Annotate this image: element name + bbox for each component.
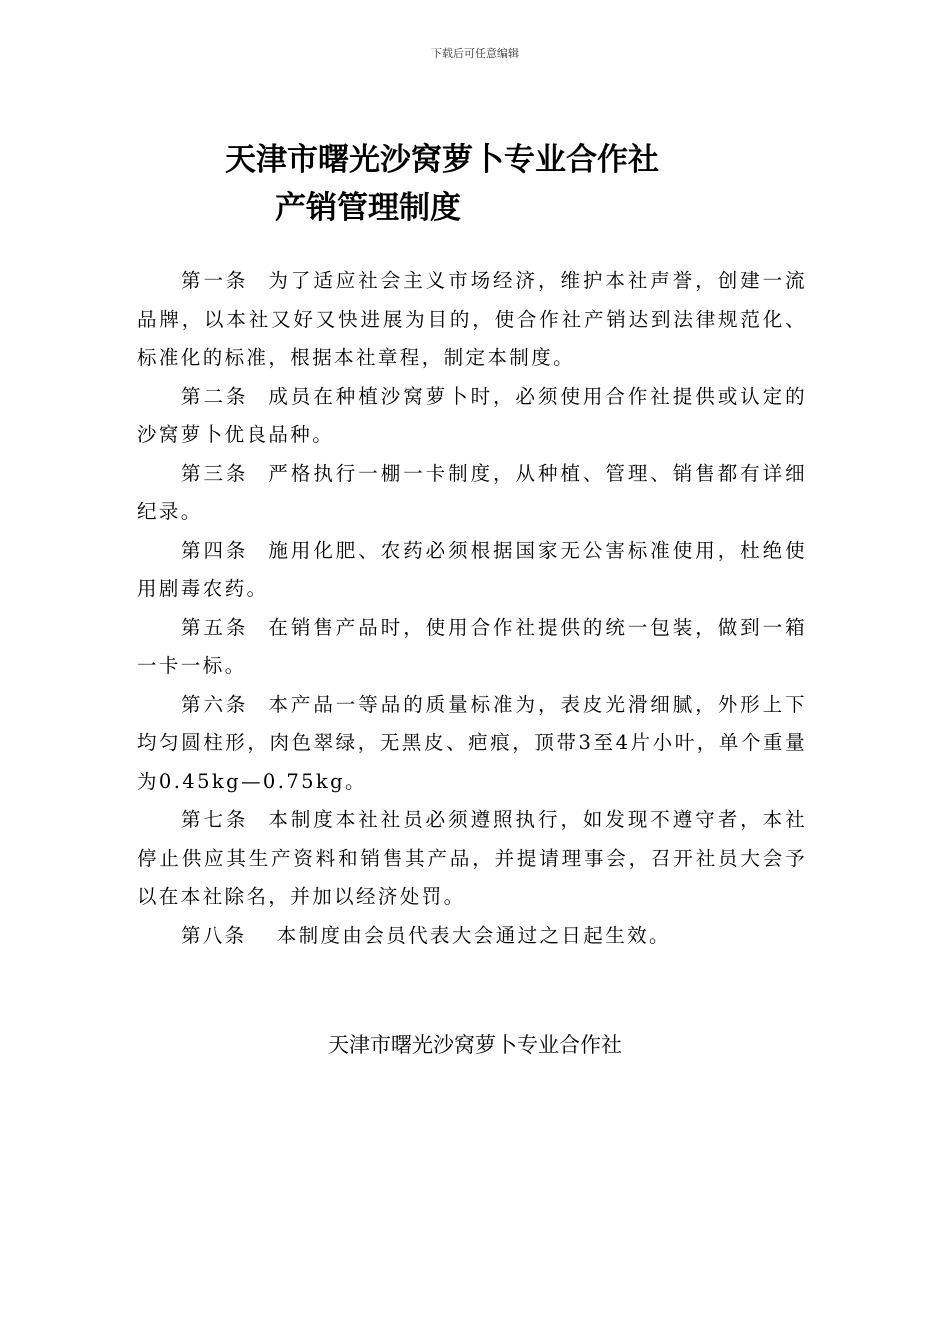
article-3 xyxy=(137,455,807,532)
article-5 xyxy=(137,609,807,686)
article-number: 第一条 xyxy=(181,269,249,292)
article-number: 第三条 xyxy=(181,461,249,485)
page-header-note: 下载后可任意编辑 xyxy=(431,47,519,60)
article-1 xyxy=(137,262,807,378)
article-8 xyxy=(137,917,807,956)
article-number: 第七条 xyxy=(181,808,249,831)
signature-organization: 天津市曙光沙窝萝卜专业合作社 xyxy=(328,1033,622,1057)
articles-body xyxy=(137,262,807,955)
article-text: 为了适应社会主义市场经济，维护本社声誉，创建一流品牌，以本社又好又快进展为目的，使合作社产销达到法律规范化、标准化的标准，根据本社章程，制定本制度。 xyxy=(137,269,807,369)
article-6 xyxy=(137,686,807,802)
article-text: 本制度本社社员必须遵照执行，如发现不遵守者，本社停止供应其生产资料和销售其产品，并提请理事会，召开社员大会予以在本社除名，并加以经济处罚。 xyxy=(137,808,807,908)
article-number: 第六条 xyxy=(181,692,249,716)
article-text: 本制度由会员代表大会通过之日起生效。 xyxy=(276,923,671,947)
title-line-subject: 产销管理制度 xyxy=(275,190,461,226)
article-number: 第二条 xyxy=(181,384,249,408)
article-2 xyxy=(137,378,807,455)
article-7 xyxy=(137,801,807,917)
article-number: 第四条 xyxy=(181,538,249,562)
document-title xyxy=(225,136,659,232)
article-text: 严格执行一棚一卡制度，从种植、管理、销售都有详细纪录。 xyxy=(137,461,807,523)
article-number: 第八条 xyxy=(181,923,247,947)
article-4 xyxy=(137,532,807,609)
article-text: 在销售产品时，使用合作社提供的统一包装，做到一箱一卡一标。 xyxy=(137,615,807,677)
article-text: 施用化肥、农药必须根据国家无公害标准使用，杜绝使用剧毒农药。 xyxy=(137,538,807,600)
article-number: 第五条 xyxy=(181,615,249,639)
article-text: 本产品一等品的质量标准为，表皮光滑细腻，外形上下均匀圆柱形，肉色翠绿，无黑皮、疤痕，顶带3至4片小叶，单个重量为0.45kg—0.75kg。 xyxy=(137,692,807,793)
title-line-organization: 天津市曙光沙窝萝卜专业合作社 xyxy=(225,142,659,178)
article-text: 成员在种植沙窝萝卜时，必须使用合作社提供或认定的沙窝萝卜优良品种。 xyxy=(137,384,807,446)
